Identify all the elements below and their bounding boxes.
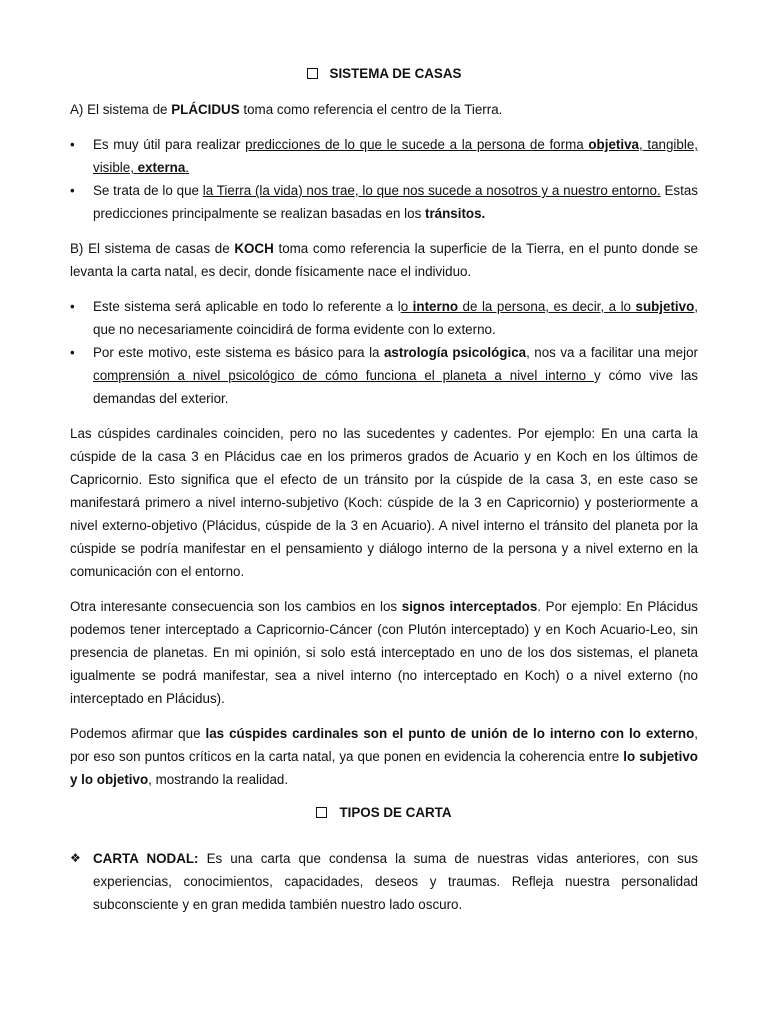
document-content xyxy=(70,64,698,916)
paragraph-conclusion: Podemos afirmar que las cúspides cardinales son el punto de unión de lo interno con lo externo, por eso son puntos críticos en la carta natal, ya que ponen en evidencia la coherencia entre lo subjetivo y lo objetivo, mostrando la realidad. xyxy=(70,726,698,787)
heading-text: TIPOS DE CARTA xyxy=(339,805,452,820)
list-item: • Se trata de lo que la Tierra (la vida) nos trae, lo que nos sucede a nosotros y a nuestro entorno. Estas predicciones principalmente se realizan basadas en los tránsitos. xyxy=(70,179,698,225)
heading-sistema-de-casas xyxy=(70,64,698,84)
paragraph-cuspides: Las cúspides cardinales coinciden, pero no las sucedentes y cadentes. Por ejemplo: En una carta la cúspide de la casa 3 en Plácidus cae en los primeros grados de Acuario y en Koch en los últimos de Capricornio. Esto significa que el efecto de un tránsito por la cúspide de la casa 3, en este caso se manifestará primero a nivel interno-subjetivo (Koch: cúspide de la 3 en Capricornio) y posteriormente a nivel externo-objetivo (Plácidus, cúspide de la 3 en Acuario). A nivel interno el tránsito del planeta por la cúspide se podría manifestar en el pensamiento y diálogo interno de la persona y a nivel externo en la comunicación con el entorno. xyxy=(70,426,698,579)
list-item-carta-nodal: ❖ CARTA NODAL: Es una carta que condensa la suma de nuestras vidas anteriores, con sus experiencias, conocimientos, capacidades, deseos y traumas. Refleja nuestra personalidad subconsciente y en gran medida también nuestro lado oscuro. xyxy=(70,847,698,916)
paragraph-interceptados: Otra interesante consecuencia son los cambios en los signos interceptados. Por ejemplo: En Plácidus podemos tener interceptado a Capricornio-Cáncer (con Plutón interceptado) y en Koch Acuario-Leo, sin presencia de planetas. En mi opinión, si solo está interceptado en uno de los dos sistemas, el planeta igualmente se podrá manifestar, sea a nivel interno (no interceptado en Koch) o a nivel externo (no interceptado en Plácidus). xyxy=(70,599,699,706)
placidus-bullet-list xyxy=(70,133,698,225)
paragraph-placidus: A) El sistema de PLÁCIDUS toma como referencia el centro de la Tierra. xyxy=(70,102,503,117)
heading-text: SISTEMA DE CASAS xyxy=(329,66,462,81)
list-item: • Es muy útil para realizar predicciones de lo que le sucede a la persona de forma objetiva, tangible, visible, externa. xyxy=(70,133,698,179)
checkbox-square-icon xyxy=(316,807,327,818)
list-item: • Por este motivo, este sistema es básico para la astrología psicológica, nos va a facilitar una mejor comprensión a nivel psicológico de cómo funciona el planeta a nivel interno y cómo vive las demandas del exterior. xyxy=(70,341,698,410)
heading-tipos-de-carta xyxy=(70,803,698,823)
paragraph-koch: B) El sistema de casas de KOCH toma como referencia la superficie de la Tierra, en el punto donde se levanta la carta natal, es decir, donde físicamente nace el individuo. xyxy=(70,241,698,279)
tipos-list xyxy=(70,847,698,916)
checkbox-square-icon xyxy=(307,68,318,79)
koch-bullet-list xyxy=(70,295,698,410)
list-item: • Este sistema será aplicable en todo lo referente a lo interno de la persona, es decir, a lo subjetivo, que no necesariamente coincidirá de forma evidente con lo externo. xyxy=(70,295,698,341)
